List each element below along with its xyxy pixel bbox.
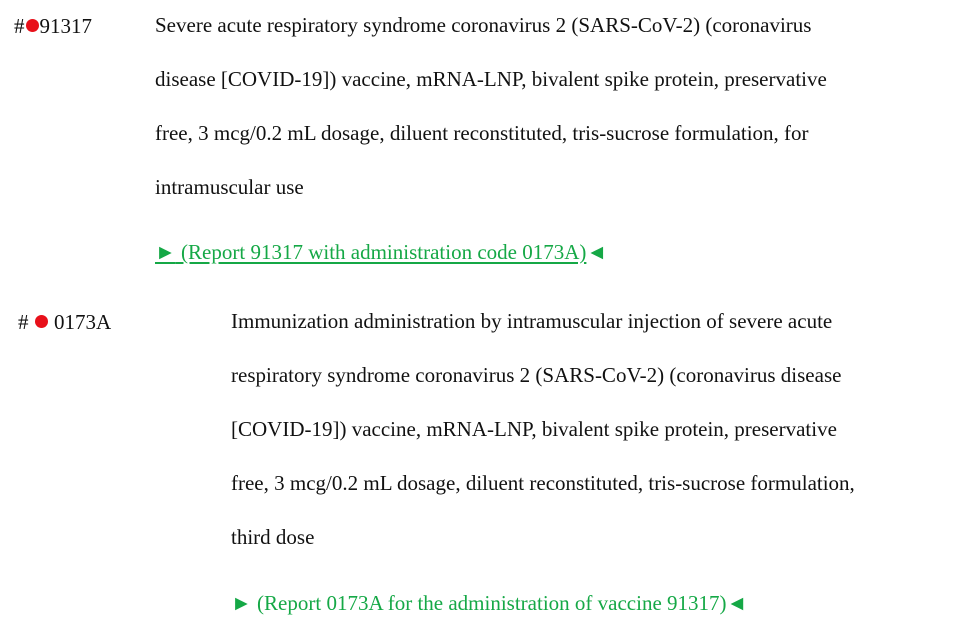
description-line: Severe acute respiratory syndrome coronavirus 2 (SARS-CoV-2) (coronavirus (155, 13, 812, 37)
description-line: third dose (231, 525, 315, 549)
right-pointer-icon: ► (155, 240, 176, 264)
report-note-link[interactable] (155, 240, 586, 264)
description-line: intramuscular use (155, 175, 304, 199)
description-line: free, 3 mcg/0.2 mL dosage, diluent reconstituted, tris-sucrose formulation, (231, 471, 855, 495)
hash-symbol: # (18, 310, 29, 334)
description-line: disease [COVID-19]) vaccine, mRNA-LNP, bivalent spike protein, preservative (155, 67, 827, 91)
description-line: Immunization administration by intramuscular injection of severe acute (231, 309, 833, 333)
description-line: [COVID-19]) vaccine, mRNA-LNP, bivalent spike protein, preservative (231, 417, 837, 441)
report-note-text: (Report 0173A for the administration of vaccine 91317) (251, 591, 727, 615)
red-dot-icon (35, 315, 48, 328)
code-description-0173A (231, 294, 855, 564)
red-dot-icon (26, 19, 39, 32)
report-note-91317 (155, 242, 607, 263)
code-label-0173A (18, 312, 111, 333)
hash-symbol: # (14, 14, 25, 38)
code-number: 0173A (54, 310, 112, 334)
code-label-91317 (14, 16, 92, 37)
code-description-91317 (155, 0, 827, 214)
report-note-text: (Report 91317 with administration code 0173A) (175, 240, 587, 264)
left-pointer-icon: ◄ (726, 591, 748, 615)
code-number: 91317 (39, 14, 92, 38)
report-note-0173A (231, 593, 747, 614)
right-pointer-icon: ► (231, 591, 252, 615)
description-line: respiratory syndrome coronavirus 2 (SARS-CoV-2) (coronavirus disease (231, 363, 842, 387)
left-pointer-icon: ◄ (586, 240, 608, 264)
description-line: free, 3 mcg/0.2 mL dosage, diluent reconstituted, tris-sucrose formulation, for (155, 121, 809, 145)
